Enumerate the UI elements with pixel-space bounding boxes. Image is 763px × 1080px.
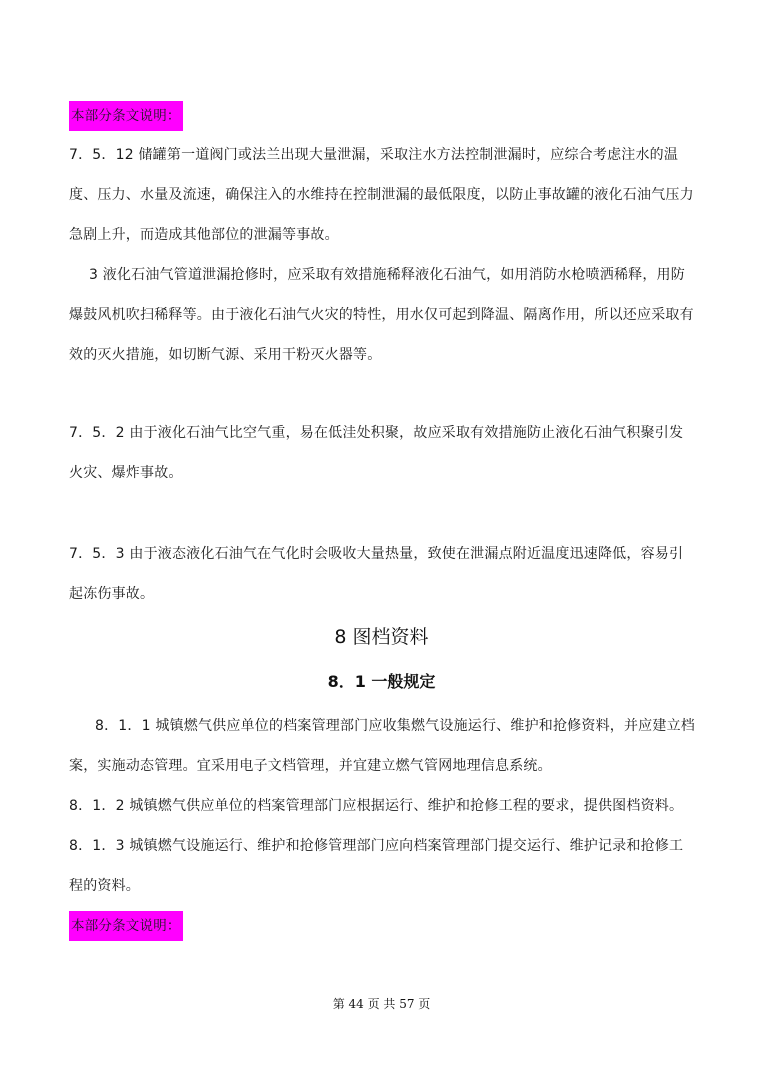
paragraph-8-1-1: 8．1．1 城镇燃气供应单位的档案管理部门应收集燃气设施运行、维护和抢修资料，并应建立档案，实施动态管理。宜采用电子文档管理，并宜建立燃气管网地理信息系统。 bbox=[69, 718, 695, 774]
commentary-paragraph-7-5-3 bbox=[69, 534, 695, 614]
section-8-1-paragraphs bbox=[69, 706, 695, 906]
page-number-footer: 第 44 页 共 57 页 bbox=[332, 997, 431, 1011]
paragraph-7-5-2: 7．5．2 由于液化石油气比空气重，易在低洼处积聚，故应采取有效措施防止液化石油气积聚引发火灾、爆炸事故。 bbox=[69, 425, 684, 481]
commentary-label: 本部分条文说明： bbox=[69, 911, 183, 941]
chapter-title: 8 图档资料 bbox=[334, 626, 429, 648]
commentary-paragraph-7-5-2 bbox=[69, 413, 695, 493]
paragraph-8-1-2: 8．1．2 城镇燃气供应单位的档案管理部门应根据运行、维护和抢修工程的要求，提供图档资料。 bbox=[69, 798, 684, 814]
paragraph-7-5-3: 7．5．3 由于液态液化石油气在气化时会吸收大量热量，致使在泄漏点附近温度迅速降低，容易引起冻伤事故。 bbox=[69, 546, 684, 602]
paragraph-7-5-12: 7．5．12 储罐第一道阀门或法兰出现大量泄漏，采取注水方法控制泄漏时，应综合考虑注水的温度、压力、水量及流速，确保注入的水维持在控制泄漏的最低限度，以防止事故罐的液化石油气压力急剧上升，而造成其他部位的泄漏等事故。 bbox=[69, 147, 694, 243]
paragraph-item-3: 3 液化石油气管道泄漏抢修时，应采取有效措施稀释液化石油气，如用消防水枪喷洒稀释，用防爆鼓风机吹扫稀释等。由于液化石油气火灾的特性，用水仅可起到降温、隔离作用，所以还应采取有效的灭火措施，如切断气源、采用干粉灭火器等。 bbox=[69, 267, 694, 363]
commentary-label-block-1 bbox=[69, 96, 695, 136]
paragraph-8-1-3: 8．1．3 城镇燃气设施运行、维护和抢修管理部门应向档案管理部门提交运行、维护记录和抢修工程的资料。 bbox=[69, 838, 684, 894]
commentary-paragraphs-a bbox=[69, 135, 695, 375]
commentary-label-block-2 bbox=[69, 906, 695, 946]
section-title: 8．1 一般规定 bbox=[327, 672, 436, 691]
commentary-label: 本部分条文说明： bbox=[69, 101, 183, 131]
